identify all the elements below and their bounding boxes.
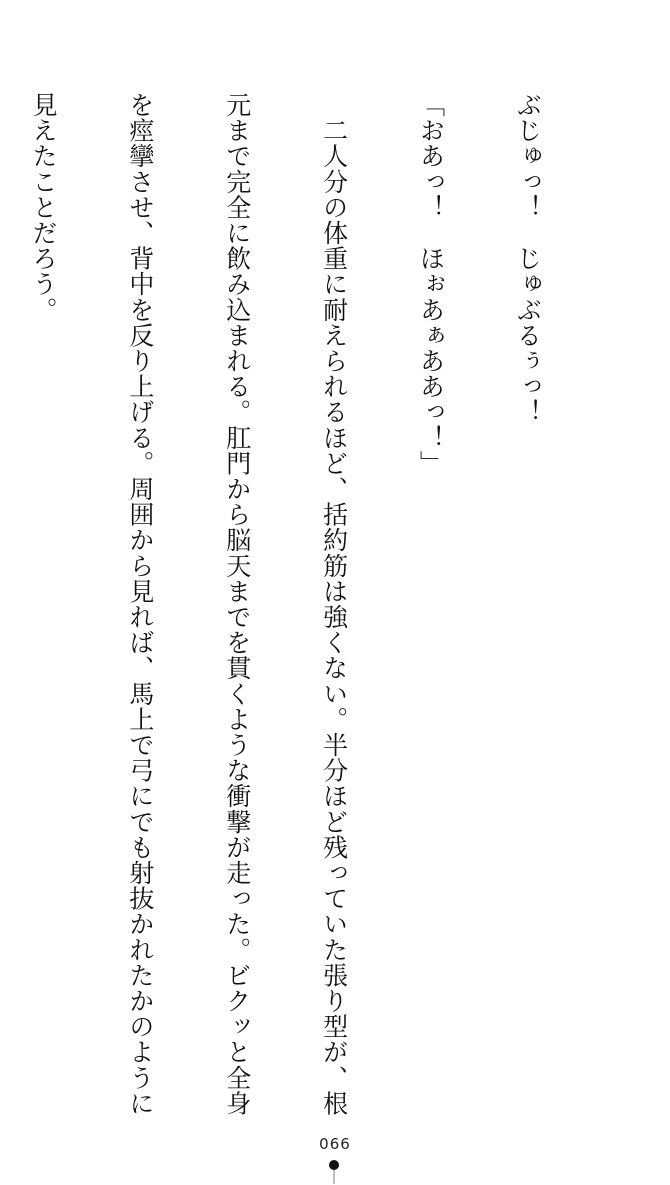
page-marker-rule (333, 1170, 335, 1184)
page-marker-dot-icon (329, 1160, 339, 1170)
text-line: ぶじゅっ！ じゅぶるぅっ！ (513, 92, 543, 425)
text-line: 見えたことだろう。 (28, 92, 58, 323)
page-number: 066 (319, 1135, 351, 1153)
body-text (0, 92, 608, 1116)
text-line: 元まで完全に飲み込まれる。肛門から脳天までを貫くような衝撃が走った。ビクッと全身 (222, 92, 252, 1116)
text-line: 「おあっ！ ほぉあぁああっ！」 (416, 92, 446, 476)
text-line: を痙攣させ、背中を反り上げる。周囲から見れば、馬上で弓にでも射抜かれたかのように (125, 92, 155, 1116)
text-line: 二人分の体重に耐えられるほど、括約筋は強くない。半分ほど残っていた張り型が、根 (319, 92, 349, 1116)
